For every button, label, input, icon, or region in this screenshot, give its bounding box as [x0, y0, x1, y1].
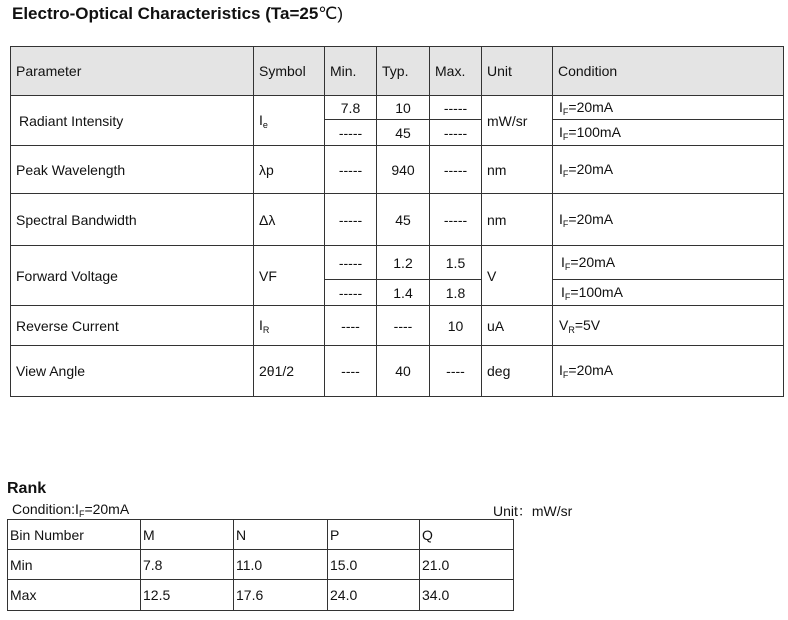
cond-rest: =20mA — [570, 253, 616, 270]
max-cell: ----- — [430, 96, 482, 120]
cond-sub: F — [564, 291, 571, 302]
max-cell: ----- — [430, 146, 482, 194]
min-cell: ----- — [325, 146, 377, 194]
rank-condition-rest: =20mA — [84, 501, 130, 517]
unit-cell: deg — [482, 346, 553, 397]
symbol-cell: VF — [254, 246, 325, 306]
symbol-sub: R — [262, 324, 270, 335]
min-cell: ---- — [325, 346, 377, 397]
rank-condition — [12, 501, 129, 519]
cond-main: I — [561, 253, 565, 270]
param-peak-wavelength: Peak Wavelength — [11, 146, 254, 194]
typ-cell: 10 — [377, 96, 430, 120]
cond-rest: =20mA — [568, 160, 614, 177]
cond-rest: =5V — [574, 316, 601, 333]
typ-cell: 1.4 — [377, 280, 430, 306]
typ-cell: 45 — [377, 194, 430, 246]
max-cell: 1.8 — [430, 280, 482, 306]
rank-header-p: P — [328, 520, 420, 550]
condition-cell — [553, 120, 784, 146]
header-typ: Typ. — [377, 47, 430, 96]
symbol-sub: e — [262, 119, 268, 130]
rank-cell: 11.0 — [234, 550, 328, 580]
condition-cell — [553, 146, 784, 194]
unit-cell: uA — [482, 306, 553, 346]
table-header-row — [11, 47, 784, 96]
symbol-cell — [254, 306, 325, 346]
rank-header-m: M — [141, 520, 234, 550]
rank-condition-sub: F — [78, 509, 85, 519]
rank-header-q: Q — [420, 520, 514, 550]
condition-cell — [553, 280, 784, 306]
electro-optical-table — [10, 46, 784, 397]
header-max: Max. — [430, 47, 482, 96]
header-parameter: Parameter — [11, 47, 254, 96]
cond-main: I — [559, 362, 563, 378]
symbol-main: I — [259, 316, 263, 333]
cond-rest: =100mA — [568, 123, 621, 140]
header-condition: Condition — [553, 47, 784, 96]
param-forward-voltage: Forward Voltage — [11, 246, 254, 306]
min-cell: ----- — [325, 120, 377, 146]
cond-sub: F — [564, 261, 571, 272]
title-degree: ℃) — [318, 4, 344, 23]
table-row — [11, 306, 784, 346]
condition-cell — [553, 194, 784, 246]
condition-cell — [553, 96, 784, 120]
typ-cell: 45 — [377, 120, 430, 146]
cond-main: I — [559, 210, 563, 227]
rank-header-row — [8, 520, 514, 550]
unit-cell: nm — [482, 146, 553, 194]
unit-cell: nm — [482, 194, 553, 246]
rank-condition-prefix: Condition:I — [12, 501, 79, 517]
rank-cell: 34.0 — [420, 580, 514, 611]
rank-cell: 12.5 — [141, 580, 234, 611]
rank-cell: 7.8 — [141, 550, 234, 580]
rank-cell: 21.0 — [420, 550, 514, 580]
param-spectral-bandwidth: Spectral Bandwidth — [11, 194, 254, 246]
cond-main: V — [559, 316, 569, 333]
cond-sub: F — [562, 370, 569, 380]
cond-rest: =20mA — [568, 98, 614, 115]
min-cell: ----- — [325, 280, 377, 306]
cond-sub: F — [562, 131, 569, 142]
param-view-angle: View Angle — [11, 346, 254, 397]
rank-header-n: N — [234, 520, 328, 550]
header-symbol: Symbol — [254, 47, 325, 96]
table-row — [11, 96, 784, 120]
rank-header-bin: Bin Number — [8, 520, 141, 550]
cond-rest: =100mA — [570, 283, 623, 300]
cond-sub: F — [562, 218, 569, 229]
max-cell: ----- — [430, 120, 482, 146]
header-unit: Unit — [482, 47, 553, 96]
cond-sub: F — [562, 168, 569, 179]
cond-main: I — [561, 283, 565, 300]
typ-cell: 40 — [377, 346, 430, 397]
max-cell: ----- — [430, 194, 482, 246]
title-text: Electro-Optical Characteristics (Ta=25 — [12, 4, 319, 23]
min-cell: 7.8 — [325, 96, 377, 120]
rank-cell: 15.0 — [328, 550, 420, 580]
unit-cell: mW/sr — [482, 96, 553, 146]
table-row — [11, 146, 784, 194]
typ-cell: 940 — [377, 146, 430, 194]
param-reverse-current: Reverse Current — [11, 306, 254, 346]
rank-cell: 17.6 — [234, 580, 328, 611]
symbol-cell: 2θ1/2 — [254, 346, 325, 397]
min-cell: ---- — [325, 306, 377, 346]
symbol-cell — [254, 96, 325, 146]
min-cell: ----- — [325, 246, 377, 280]
rank-cell: Max — [8, 580, 141, 611]
max-cell: ---- — [430, 346, 482, 397]
cond-main: I — [559, 160, 563, 177]
max-cell: 1.5 — [430, 246, 482, 280]
max-cell: 10 — [430, 306, 482, 346]
header-min: Min. — [325, 47, 377, 96]
cond-main: I — [559, 123, 563, 140]
cond-rest: =20mA — [568, 210, 614, 227]
table-row — [11, 246, 784, 280]
cond-rest: =20mA — [568, 362, 614, 378]
unit-cell: V — [482, 246, 553, 306]
symbol-cell: λp — [254, 146, 325, 194]
cond-sub: F — [562, 106, 569, 117]
symbol-cell: Δλ — [254, 194, 325, 246]
rank-table — [7, 519, 514, 611]
typ-cell: ---- — [377, 306, 430, 346]
table-row — [11, 346, 784, 397]
cond-sub: R — [568, 324, 575, 335]
rank-title: Rank — [7, 480, 47, 497]
typ-cell: 1.2 — [377, 246, 430, 280]
rank-row-min — [8, 550, 514, 580]
page-title — [12, 4, 343, 24]
table-row — [11, 194, 784, 246]
cond-main: I — [559, 98, 563, 115]
symbol-main: I — [259, 111, 263, 128]
condition-cell — [553, 246, 784, 280]
rank-row-max — [8, 580, 514, 611]
min-cell: ----- — [325, 194, 377, 246]
condition-cell — [553, 346, 784, 397]
condition-cell — [553, 306, 784, 346]
rank-unit: Unit：mW/sr — [493, 503, 573, 519]
param-radiant-intensity: Radiant Intensity — [11, 96, 254, 146]
rank-cell: Min — [8, 550, 141, 580]
rank-cell: 24.0 — [328, 580, 420, 611]
